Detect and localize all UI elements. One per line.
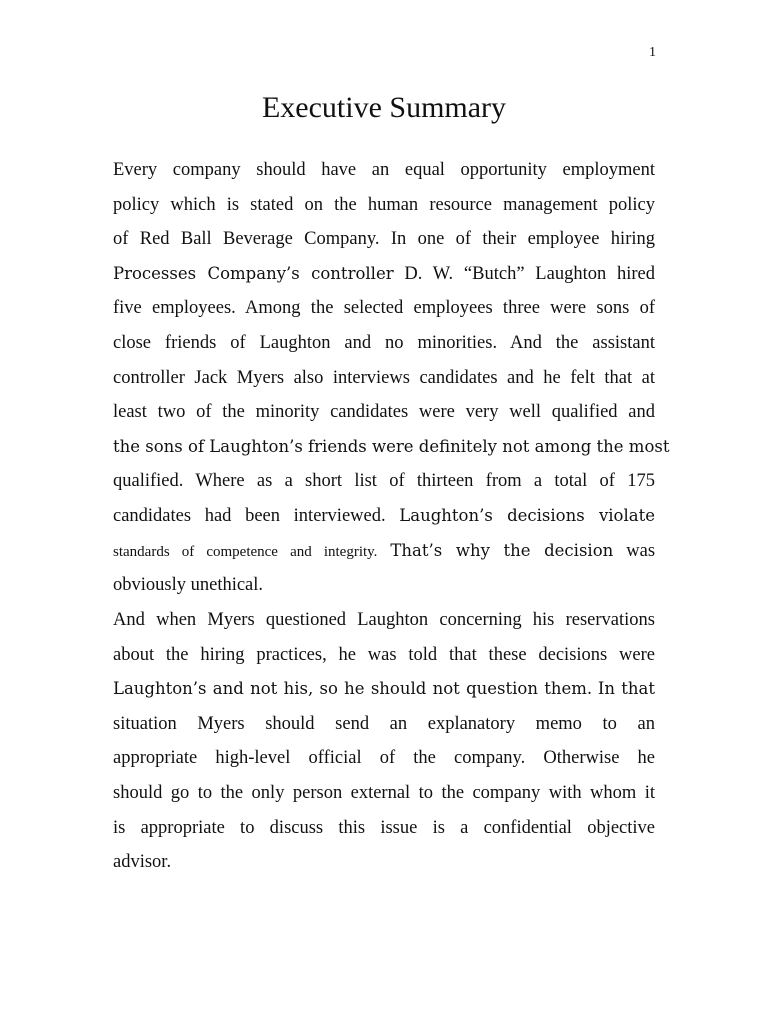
text-span: Laughton’s and not his, so he should not question them. bbox=[113, 679, 593, 698]
text-line: policy which is stated on the human resource management policy bbox=[113, 195, 655, 215]
text-line: close friends of Laughton and no minorities. And the assistant bbox=[113, 333, 655, 353]
page-number: 1 bbox=[649, 45, 656, 60]
text-span: was bbox=[626, 541, 656, 561]
text-line: situation Myers should send an explanatory memo to an bbox=[113, 714, 655, 734]
text-line: controller Jack Myers also interviews candidates and he felt that at bbox=[113, 368, 655, 388]
text-line bbox=[113, 534, 655, 569]
text-line: of Red Ball Beverage Company. In one of their employee hiring bbox=[113, 229, 655, 249]
text-line bbox=[113, 499, 655, 534]
text-line: appropriate high-level official of the company. Otherwise he bbox=[113, 748, 655, 768]
text-line bbox=[113, 672, 655, 707]
text-line: should go to the only person external to the company with whom it bbox=[113, 783, 655, 803]
text-span: D. W. “Butch” Laughton hired bbox=[404, 264, 655, 284]
page-title: Executive Summary bbox=[261, 91, 507, 124]
text-span: That’s why the decision bbox=[390, 541, 614, 560]
text-line bbox=[113, 257, 655, 292]
text-line: the sons of Laughton’s friends were definitely not among the most bbox=[113, 437, 670, 456]
text-line: Every company should have an equal opportunity employment bbox=[113, 160, 655, 180]
text-line: obviously unethical. bbox=[113, 575, 264, 595]
text-line: about the hiring practices, he was told that these decisions were bbox=[113, 645, 655, 665]
text-line: advisor. bbox=[113, 852, 172, 872]
text-line: And when Myers questioned Laughton concerning his reservations bbox=[113, 610, 655, 630]
text-line: qualified. Where as a short list of thirteen from a total of 175 bbox=[113, 471, 655, 491]
text-span: candidates had been interviewed. bbox=[113, 506, 386, 526]
text-span: Processes Company’s controller bbox=[113, 264, 394, 283]
text-span: standards of competence and integrity. bbox=[113, 544, 378, 560]
text-line: is appropriate to discuss this issue is a confidential objective bbox=[113, 818, 655, 838]
text-line: least two of the minority candidates were very well qualified and bbox=[113, 402, 655, 422]
text-span: Laughton’s decisions violate bbox=[399, 506, 655, 525]
text-line: five employees. Among the selected employees three were sons of bbox=[113, 298, 655, 318]
text-span: In that bbox=[597, 679, 655, 698]
